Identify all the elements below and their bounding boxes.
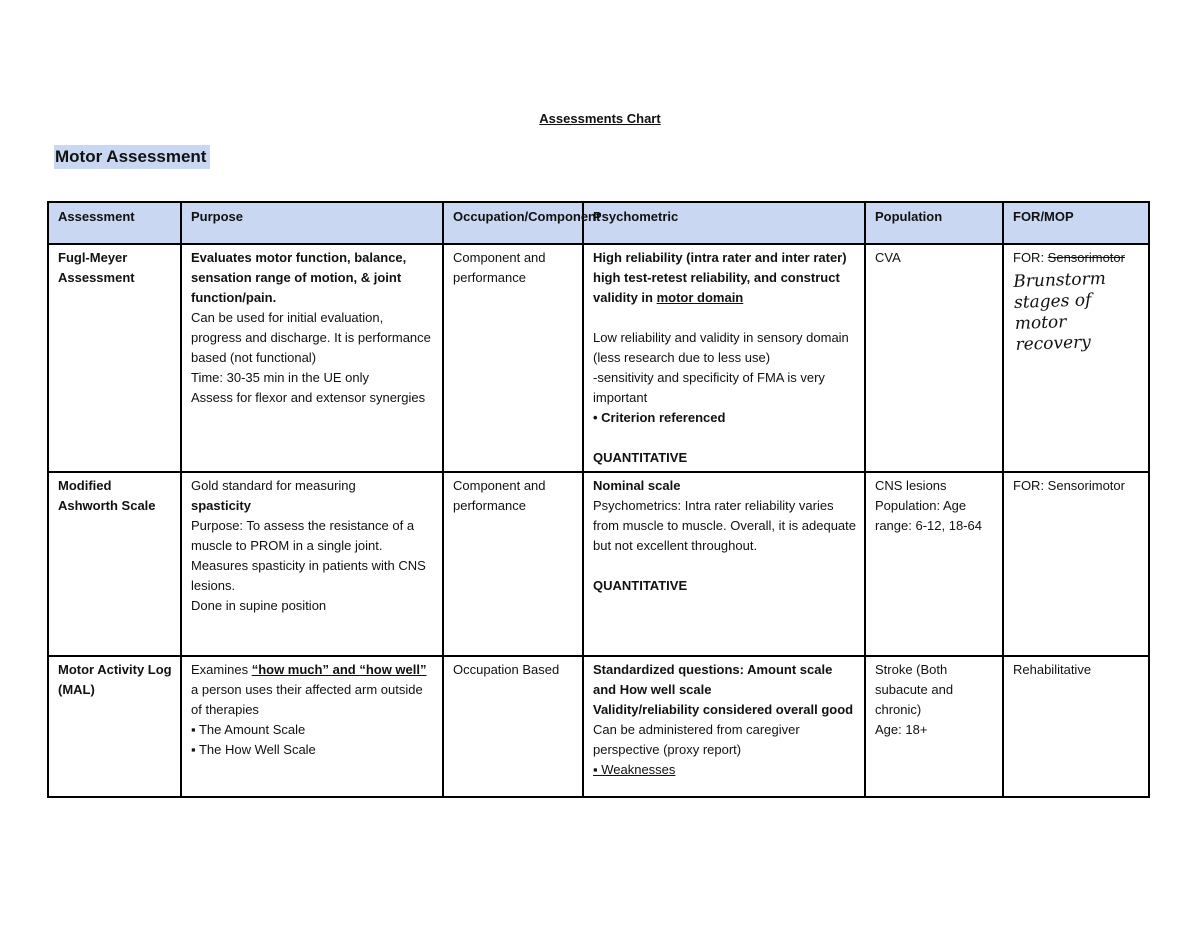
purpose-bold: spasticity: [191, 498, 251, 513]
psych-bold-line: Standardized questions: Amount scale and How well scale: [593, 662, 833, 697]
population-line: CNS lesions: [875, 478, 947, 493]
table-row: [48, 472, 1149, 656]
cell-occupation: Component and performance: [443, 244, 583, 472]
psych-text: Can be administered from caregiver perspective (proxy report): [593, 722, 800, 757]
cell-for-mop: Rehabilitative: [1003, 656, 1149, 797]
psych-bold-line: Validity/reliability considered overall good: [593, 702, 854, 717]
cell-population: CVA: [865, 244, 1003, 472]
purpose-line: Can be used for initial evaluation, progress and discharge. It is performance based (not functional): [191, 310, 431, 365]
cell-assessment: Motor Activity Log (MAL): [48, 656, 181, 797]
psych-bold: Nominal scale: [593, 478, 681, 493]
cell-population: [865, 472, 1003, 656]
cell-psychometric: [583, 656, 865, 797]
cell-for-mop: [1003, 244, 1149, 472]
psych-text: Psychometrics: Intra rater reliability varies from muscle to muscle. Overall, it is adequate but not excellent throughout.: [593, 498, 856, 553]
purpose-bold: Evaluates motor function, balance, sensation range of motion, & joint function/pain.: [191, 250, 407, 305]
table-row: [48, 656, 1149, 797]
purpose-line: Assess for flexor and extensor synergies: [191, 390, 426, 405]
psych-weaknesses: ▪ Weaknesses: [593, 762, 676, 777]
psych-bold: High reliability (intra rater and inter rater) high test-retest reliability, and construct validity in: [593, 250, 847, 305]
cell-purpose: [181, 472, 443, 656]
header-purpose: Purpose: [181, 202, 443, 244]
cell-purpose: [181, 656, 443, 797]
cell-purpose: [181, 244, 443, 472]
section-heading: Motor Assessment: [54, 145, 210, 169]
assessments-table: [47, 201, 1150, 798]
cell-assessment: Modified Ashworth Scale: [48, 472, 181, 656]
cell-population: [865, 656, 1003, 797]
population-line: Stroke (Both subacute and chronic): [875, 662, 954, 717]
purpose-line: Time: 30-35 min in the UE only: [191, 370, 369, 385]
header-psychometric: Psychometric: [583, 202, 865, 244]
header-occupation: Occupation/Component: [443, 202, 583, 244]
table-header-row: [48, 202, 1149, 244]
psych-criterion: • Criterion referenced: [593, 410, 726, 425]
header-population: Population: [865, 202, 1003, 244]
cell-occupation: Occupation Based: [443, 656, 583, 797]
cell-occupation: Component and performance: [443, 472, 583, 656]
for-struck: Sensorimotor: [1047, 250, 1125, 265]
purpose-intro: Gold standard for measuring: [191, 478, 356, 493]
psych-quantitative: QUANTITATIVE: [593, 578, 688, 593]
purpose-bullet: ▪ The How Well Scale: [191, 742, 316, 757]
purpose-underlined: “how much” and “how well”: [251, 662, 427, 677]
purpose-intro: Examines: [191, 662, 252, 677]
cell-psychometric: [583, 244, 865, 472]
for-prefix: FOR:: [1013, 250, 1048, 265]
cell-for-mop: FOR: Sensorimotor: [1003, 472, 1149, 656]
purpose-line: Purpose: To assess the resistance of a muscle to PROM in a single joint.: [191, 518, 415, 553]
table-row: [48, 244, 1149, 472]
population-line: Age: 18+: [875, 722, 928, 737]
purpose-line: Done in supine position: [191, 598, 327, 613]
purpose-line: Measures spasticity in patients with CNS lesions.: [191, 558, 426, 593]
population-line: Population: Age range: 6-12, 18-64: [875, 498, 982, 533]
cell-psychometric: [583, 472, 865, 656]
document-title: Assessments Chart: [539, 111, 661, 126]
handwritten-note: Brunstorm stages of motor recovery: [1013, 268, 1107, 355]
header-assessment: Assessment: [48, 202, 181, 244]
purpose-rest: a person uses their affected arm outside of therapies: [191, 682, 423, 717]
psych-quantitative: QUANTITATIVE: [593, 450, 688, 465]
header-for-mop: FOR/MOP: [1003, 202, 1149, 244]
psych-line: Low reliability and validity in sensory domain (less research due to less use): [593, 330, 849, 365]
psych-bold-underline: motor domain: [656, 290, 744, 305]
psych-line: -sensitivity and specificity of FMA is very important: [593, 370, 825, 405]
cell-assessment: Fugl-Meyer Assessment: [48, 244, 181, 472]
purpose-bullet: ▪ The Amount Scale: [191, 722, 306, 737]
